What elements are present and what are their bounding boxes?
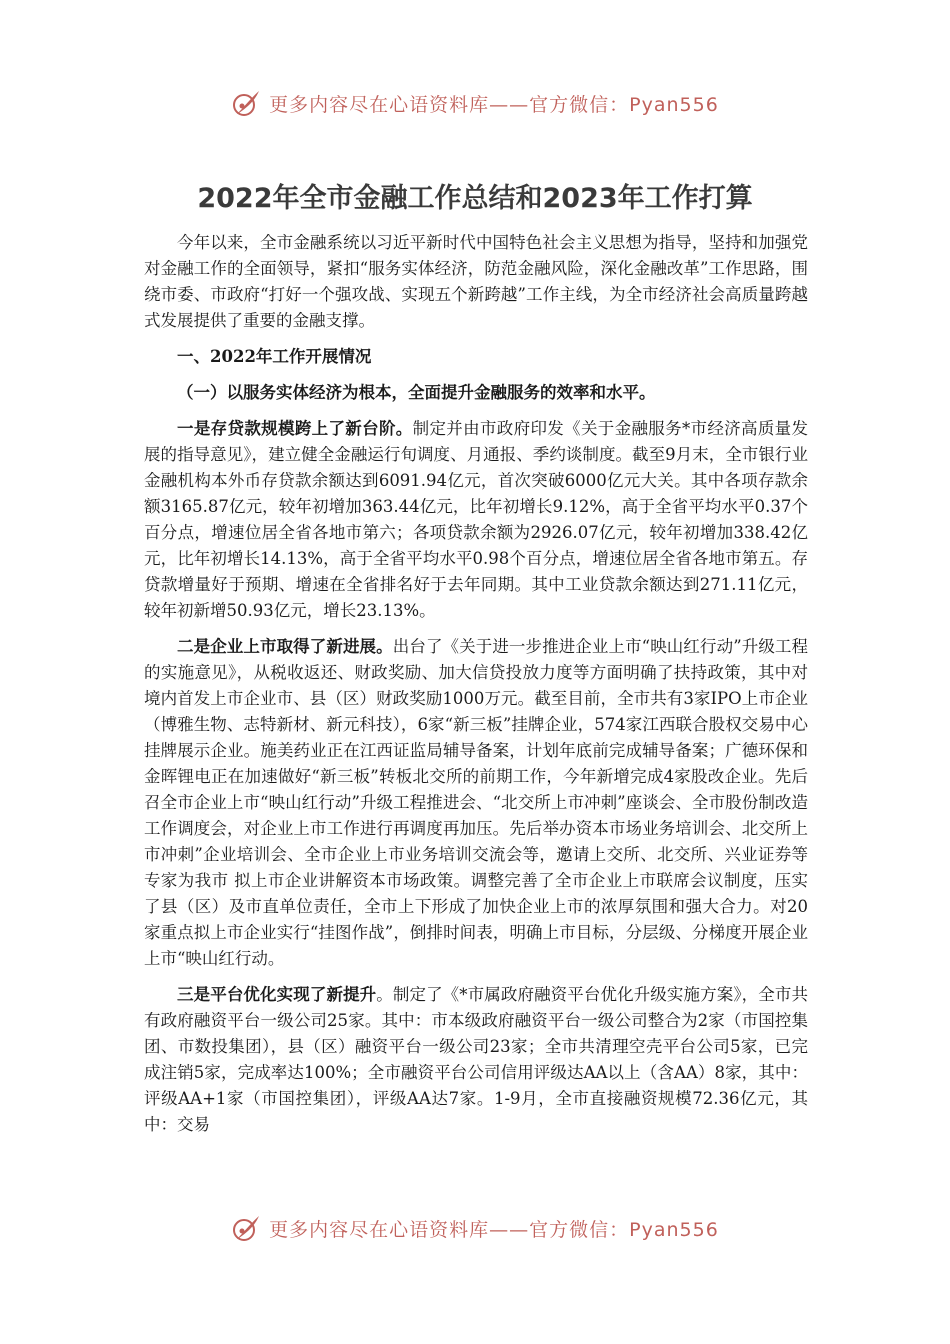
subsection-heading: （一）以服务实体经济为根本，全面提升金融服务的效率和水平。: [177, 383, 656, 402]
item-lead-3: 三是平台优化实现了新提升: [177, 985, 377, 1004]
section-heading: 一、2022年工作开展情况: [177, 347, 372, 366]
banner-text: 更多内容尽在心语资料库——官方微信：Pyan556: [269, 93, 719, 116]
item-body-3: 。制定了《*市属政府融资平台优化升级实施方案》，全市共有政府融资平台一级公司25家。其中：市本级政府融资平台一级公司整合为2家（市国控集团、市数投集团），县（区）融资平台一级公司23家；全市共清理空壳平台公司5家，已完成注销5家，完成率达100%；全市融资平台公司信用评级达AA以上（含AA）8家，其中：评级AA+1家（市国控集团），评级AA达7家。1-9月，全市直接融资规模72.36亿元，其中：交易: [144, 985, 809, 1134]
quill-logo-icon: [231, 1213, 261, 1243]
header-banner: [0, 83, 950, 123]
intro-paragraph: 今年以来，全市金融系统以习近平新时代中国特色社会主义思想为指导，坚持和加强党对金融工作的全面领导，紧扣“服务实体经济，防范金融风险，深化金融改革”工作思路，围绕市委、市政府“打好一个强攻战、实现五个新跨越”工作主线，为全市经济社会高质量跨越式发展提供了重要的金融支撑。: [144, 233, 808, 330]
banner-wechat-id: Pyan556: [629, 1218, 719, 1241]
item-paragraph-2: [144, 634, 808, 972]
banner-text: 更多内容尽在心语资料库——官方微信：Pyan556: [269, 1218, 719, 1241]
item-paragraph-3: [144, 982, 808, 1138]
footer-banner: [0, 1208, 950, 1248]
item-lead-2: 二是企业上市取得了新进展。: [177, 637, 393, 656]
banner-wechat-id: Pyan556: [629, 93, 719, 116]
quill-logo-icon: [231, 88, 261, 118]
item-paragraph-1: [144, 416, 808, 624]
document-title: 2022年全市金融工作总结和2023年工作打算: [197, 183, 753, 214]
item-body-2: 出台了《关于进一步推进企业上市“映山红行动”升级工程的实施意见》，从税收返还、财政奖励、加大信贷投放力度等方面明确了扶持政策，其中对境内首发上市企业市、县（区）财政奖励1000万元。截至目前，全市共有3家IPO上市企业（博雅生物、志特新材、新元科技），6家“新三板”挂牌企业，574家江西联合股权交易中心挂牌展示企业。施美药业正在江西证监局辅导备案，计划年底前完成辅导备案；广德环保和金晖锂电正在加速做好“新三板”转板北交所的前期工作，今年新增完成4家股改企业。先后召全市企业上市“映山红行动”升级工程推进会、“北交所上市冲刺”座谈会、全市股份制改造工作调度会，对企业上市工作进行再调度再加压。先后举办资本市场业务培训会、北交所上市冲刺”企业培训会、全市企业上市业务培训交流会等，邀请上交所、北交所、兴业证券等专家为我市 拟上市企业讲解资本市场政策。调整完善了全市企业上市联席会议制度，压实了县（区）及市直单位责任，全市上下形成了加快企业上市的浓厚氛围和强大合力。对20家重点拟上市企业实行“挂图作战”，倒排时间表，明确上市目标，分层级、分梯度开展企业上市“映山红行动。: [144, 637, 809, 968]
item-lead-1: 一是存贷款规模跨上了新台阶。: [177, 419, 413, 438]
item-body-1: 制定并由市政府印发《关于金融服务*市经济高质量发展的指导意见》，建立健全金融运行旬调度、月通报、季约谈制度。截至9月末，全市银行业金融机构本外币存贷款余额达到6091.94亿元，首次突破6000亿元大关。其中各项存款余额3165.87亿元，较年初增加363.44亿元，比年初增长9.12%，高于全省平均水平0.37个百分点，增速位居全省各地市第六；各项贷款余额为2926.07亿元，较年初增加338.42亿元，比年初增长14.13%，高于全省平均水平0.98个百分点，增速位居全省各地市第五。存贷款增量好于预期、增速在全省排名好于去年同期。其中工业贷款余额达到271.11亿元，较年初新增50.93亿元，增长23.13%。: [144, 419, 809, 620]
document-body: [144, 230, 808, 1148]
